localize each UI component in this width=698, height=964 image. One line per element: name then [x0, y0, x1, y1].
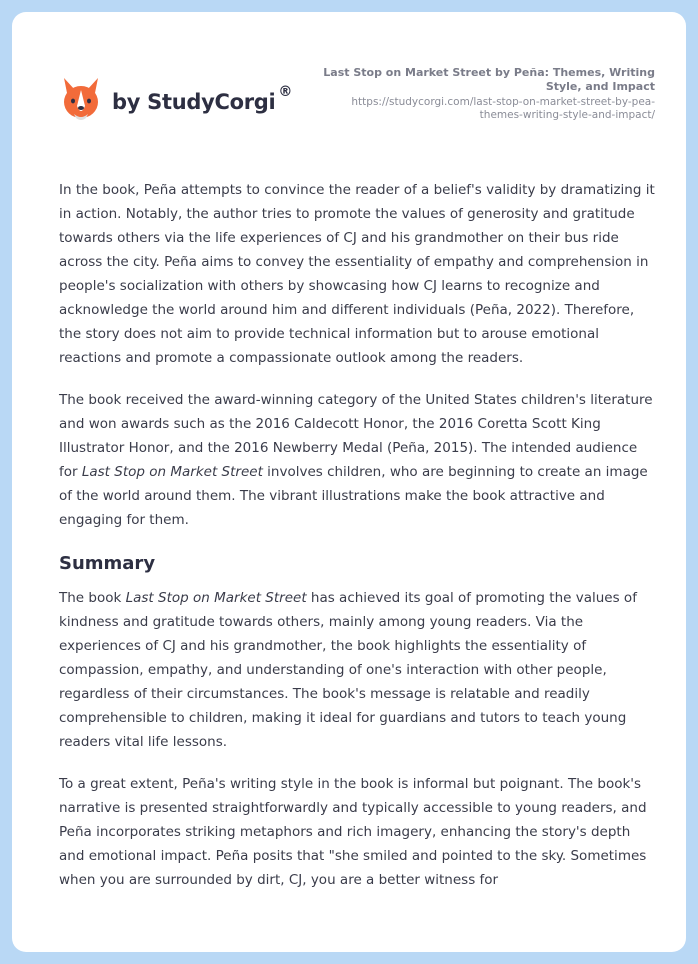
book-title-italic: Last Stop on Market Street — [81, 464, 263, 480]
paragraph-1: In the book, Peña attempts to convince the reader of a belief's validity by dramatizing it in action. Notably, the author tries to promote the values of generosity and gratitude towards others via the life experiences of CJ and his grandmother on their bus ride across the city. Peña aims to convey the essentiality of empathy and comprehension in people's socialization with others by showcasing how CJ learns to recognize and acknowledge the world around him and different individuals (Peña, 2022). Therefore, the story does not aim to provide technical information but to arouse emotional reactions and promote a compassionate outlook among the readers. — [59, 182, 655, 366]
document-body — [59, 178, 659, 910]
registered-mark: ® — [278, 84, 293, 100]
paragraph-2 — [59, 388, 659, 532]
paragraph-3-text-b: has achieved its goal of promoting the values of kindness and gratitude towards others, mainly among young readers. Via the experiences of CJ and his grandmother, the book highlights the essentiality of compassion, empathy, and understanding of one's interaction with other people, regardless of their circumstances. The book's message is relatable and readily comprehensible to children, making it ideal for guardians and tutors to teach young readers vital life lessons. — [59, 590, 637, 750]
book-title-italic: Last Stop on Market Street — [125, 590, 307, 606]
brand-name — [112, 84, 293, 114]
brand-text: by StudyCorgi — [112, 90, 276, 114]
paragraph-2-text-b: involves children, who are beginning to create an image of the world around them. The vibrant illustrations make the book attractive and engaging for them. — [59, 464, 648, 528]
document-url[interactable]: https://studycorgi.com/last-stop-on-market-street-by-pea-themes-writing-style-and-impact/ — [351, 96, 655, 121]
document-page — [12, 12, 686, 952]
studycorgi-logo[interactable] — [60, 76, 292, 122]
paragraph-2-text-a: The book received the award-winning category of the United States children's literature and won awards such as the 2016 Caldecott Honor, the 2016 Coretta Scott King Illustrator Honor, and the 2016 Newberry Medal (Peña, 2015). The intended audience for — [59, 392, 653, 480]
paragraph-3-text-a: The book — [59, 590, 126, 606]
paragraph-3 — [59, 586, 659, 754]
document-title: Last Stop on Market Street by Peña: Themes, Writing Style, and Impact — [323, 66, 655, 93]
page-header — [12, 12, 686, 162]
corgi-logo-icon — [60, 76, 102, 122]
document-info — [315, 66, 655, 122]
paragraph-4: To a great extent, Peña's writing style in the book is informal but poignant. The book's narrative is presented straightforwardly and typically accessible to young readers, and Peña incorporates striking metaphors and rich imagery, enhancing the story's depth and emotional impact. Peña posits that "she smiled and pointed to the sky. Sometimes when you are surrounded by dirt, CJ, you are a better witness for — [59, 776, 647, 888]
summary-heading: Summary — [59, 553, 156, 574]
